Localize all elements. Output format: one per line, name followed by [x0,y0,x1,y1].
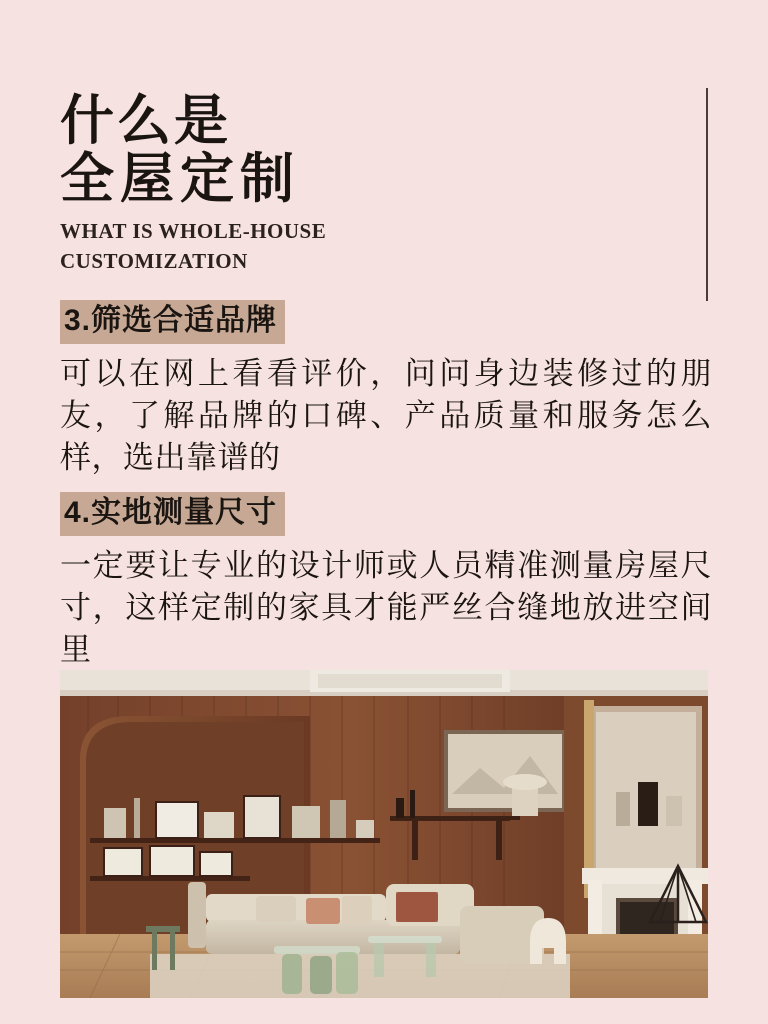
page-title-cn [60,92,700,208]
page-title-en [60,216,700,276]
vertical-rule [706,88,708,301]
title-cn-line1: 什么是 [60,91,231,151]
title-en-line1: WHAT IS WHOLE-HOUSE [60,219,327,243]
interior-photo [60,670,708,998]
triangle-logo [648,862,708,928]
title-cn-line2: 全屋定制 [60,149,300,209]
title-block [60,92,700,276]
section-body-3: 可以在网上看看评价，问问身边装修过的朋友，了解品牌的口碑、产品质量和服务怎么样，选出靠谱的 [60,356,712,475]
section-heading-4: 4.实地测量尺寸 [60,492,285,536]
title-en-line2: CUSTOMIZATION [60,249,248,273]
section-body-4: 一定要让专业的设计师或人员精准测量房屋尺寸，这样定制的家具才能严丝合缝地放进空间里 [60,548,712,667]
section-heading-3: 3.筛选合适品牌 [60,300,285,344]
